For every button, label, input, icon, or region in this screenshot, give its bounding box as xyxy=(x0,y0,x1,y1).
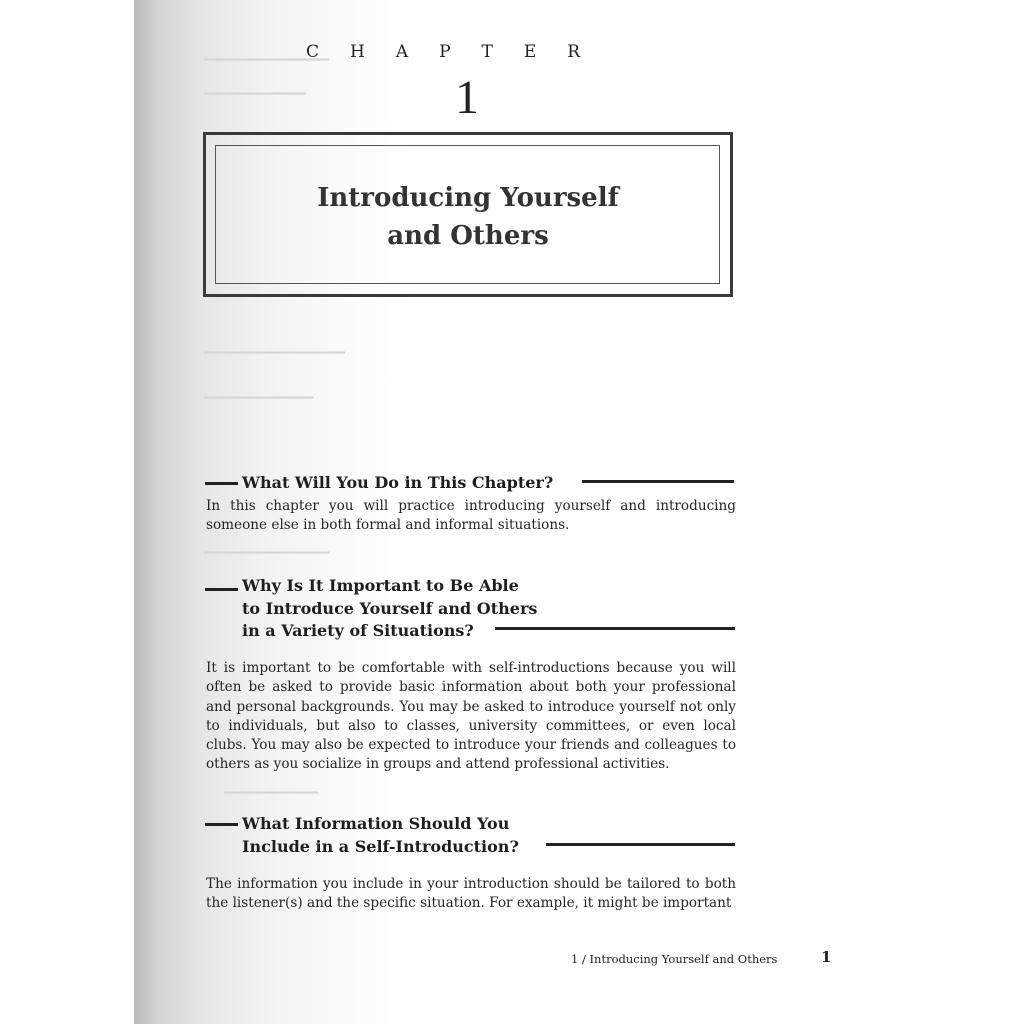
running-head: 1 / Introducing Yourself and Others xyxy=(571,952,778,966)
heading-line: What Will You Do in This Chapter? xyxy=(242,473,554,492)
bleed-through-text: ━━━━━━━━━━━━━━ xyxy=(204,391,314,406)
chapter-title-box xyxy=(203,132,733,297)
heading-line: Include in a Self-Introduction? xyxy=(242,836,519,856)
heading-trail-rule xyxy=(546,843,735,846)
chapter-title-line-2: and Others xyxy=(387,221,549,251)
bleed-through-text: ━━━━━━━━━━━━━━━━ xyxy=(204,546,330,561)
heading-lead-rule xyxy=(205,823,238,826)
heading-trail-rule xyxy=(495,627,735,630)
bleed-through-text: ━━━━━━━━━━━━━━━━ xyxy=(204,53,330,68)
scan-margin xyxy=(0,0,134,1024)
heading-line: What Information Should You xyxy=(242,814,510,833)
page-number: 1 xyxy=(821,948,832,966)
section-body-why-important: It is important to be comfortable with self-introductions because you will often be asked to provide basic information about both your professional and personal backgrounds. You may be asked to introduce yourself not only to individuals, but also to classes, university committees, or even local clubs. You may also be expected to introduce your friends and colleagues to others as you socialize in groups and attend professional activities. xyxy=(206,660,736,773)
heading-line: to Introduce Yourself and Others xyxy=(242,598,538,618)
section-body-what-information: The information you include in your introduction should be tailored to both the listener(s) and the specific situation. For example, it might be important xyxy=(206,876,736,912)
chapter-label: CHAPTER xyxy=(306,42,612,62)
heading-lead-rule xyxy=(205,588,238,591)
heading-trail-rule xyxy=(582,480,734,483)
chapter-title xyxy=(206,179,730,255)
heading-line: Why Is It Important to Be Able xyxy=(242,576,519,595)
heading-lead-rule xyxy=(205,482,238,485)
bleed-through-text: ━━━━━━━━━━━━━ xyxy=(204,87,306,102)
heading-line: in a Variety of Situations? xyxy=(242,621,474,640)
chapter-number: 1 xyxy=(455,71,479,124)
bleed-through-text: ━━━━━━━━━━━━━━━━━━ xyxy=(204,346,345,361)
chapter-title-line-1: Introducing Yourself xyxy=(317,183,619,213)
section-body-what-will-you-do: In this chapter you will practice introducing yourself and introducing someone else in both formal and informal situations. xyxy=(206,498,736,534)
section-heading-why-important xyxy=(242,575,537,643)
section-heading-what-information xyxy=(242,813,519,858)
section-heading-what-will-you-do xyxy=(242,472,553,495)
bleed-through-text: ━━━━━━━━━━━━ xyxy=(224,786,318,801)
